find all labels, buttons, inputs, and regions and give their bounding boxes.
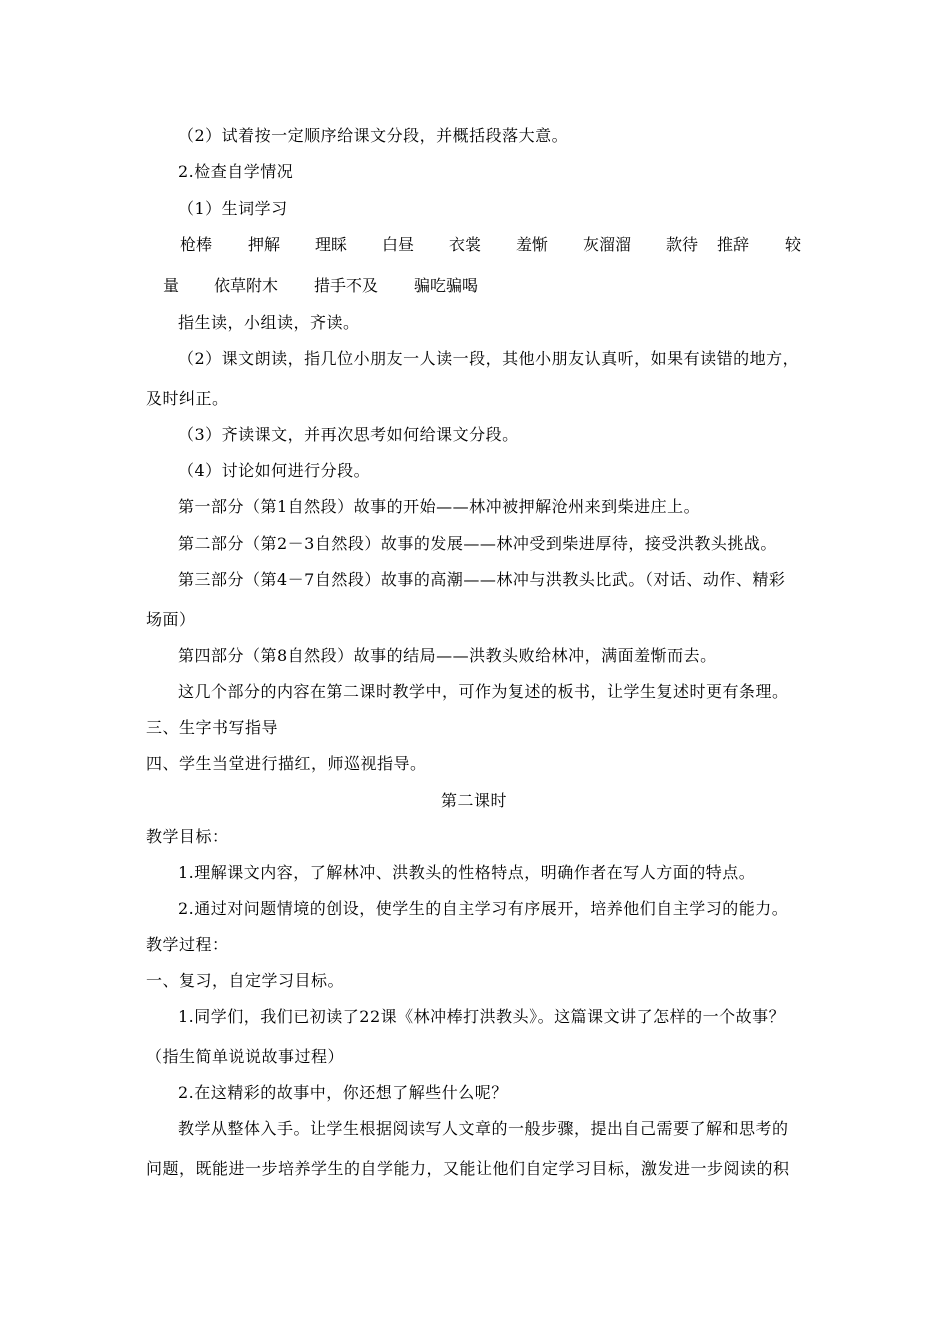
section-heading: 四、学生当堂进行描红，师巡视指导。	[146, 754, 427, 773]
text-line: 第三部分（第4－7自然段）故事的高潮——林冲与洪教头比武。（对话、动作、精彩	[178, 570, 786, 589]
vocab-word: 衣裳	[449, 235, 482, 254]
text-line: （指生简单说说故事过程）	[146, 1047, 345, 1066]
vocab-word: 白昼	[382, 235, 415, 254]
text-line: 这几个部分的内容在第二课时教学中，可作为复述的板书，让学生复述时更有条理。	[178, 682, 789, 701]
text-line: 1.理解课文内容，了解林冲、洪教头的性格特点，明确作者在写人方面的特点。	[178, 863, 756, 882]
text-line: 1.同学们，我们已初读了22课《林冲棒打洪教头》。这篇课文讲了怎样的一个故事？	[178, 1007, 786, 1026]
vocab-word: 押解	[248, 235, 281, 254]
text-line: 第二部分（第2－3自然段）故事的发展——林冲受到柴进厚待，接受洪教头挑战。	[178, 534, 777, 553]
text-line: 场面）	[146, 610, 196, 629]
section-heading: 2.检查自学情况	[178, 162, 294, 181]
lesson-title: 第二课时	[441, 791, 508, 810]
text-line: 指生读，小组读，齐读。	[178, 313, 360, 332]
section-heading: 一、复习，自定学习目标。	[146, 971, 345, 990]
section-heading: 教学过程：	[146, 935, 229, 954]
text-line: （1）生词学习	[178, 199, 288, 218]
vocab-word: 推辞	[717, 235, 750, 254]
vocab-word: 措手不及	[314, 276, 379, 295]
vocab-word: 依草附木	[214, 276, 279, 295]
vocab-word: 灰溜溜	[583, 235, 632, 254]
text-line: （2）课文朗读，指几位小朋友一人读一段，其他小朋友认真听，如果有读错的地方，	[178, 349, 800, 368]
text-line: （4）讨论如何进行分段。	[178, 461, 371, 480]
text-line: （2）试着按一定顺序给课文分段，并概括段落大意。	[178, 126, 569, 145]
text-line: （3）齐读课文，并再次思考如何给课文分段。	[178, 425, 519, 444]
text-line: 2.通过对问题情境的创设，使学生的自主学习有序展开，培养他们自主学习的能力。	[178, 899, 789, 918]
vocab-word: 款待	[666, 235, 699, 254]
text-line: 第四部分（第8自然段）故事的结局——洪教头败给林冲，满面羞惭而去。	[178, 646, 717, 665]
vocab-word: 量	[163, 276, 180, 295]
vocab-word: 理睬	[315, 235, 348, 254]
vocab-word: 枪棒	[180, 235, 213, 254]
vocab-word: 羞惭	[516, 235, 549, 254]
section-heading: 教学目标：	[146, 827, 229, 846]
text-line: 及时纠正。	[146, 389, 229, 408]
text-line: 第一部分（第1自然段）故事的开始——林冲被押解沧州来到柴进庄上。	[178, 497, 701, 516]
text-line: 问题，既能进一步培养学生的自学能力，又能让他们自定学习目标，激发进一步阅读的积	[146, 1159, 790, 1178]
vocab-word: 骗吃骗喝	[414, 276, 479, 295]
vocab-word: 较	[785, 235, 802, 254]
text-line: 教学从整体入手。让学生根据阅读写人文章的一般步骤，提出自己需要了解和思考的	[178, 1119, 789, 1138]
section-heading: 三、生字书写指导	[146, 718, 279, 737]
text-line: 2.在这精彩的故事中，你还想了解些什么呢？	[178, 1083, 508, 1102]
